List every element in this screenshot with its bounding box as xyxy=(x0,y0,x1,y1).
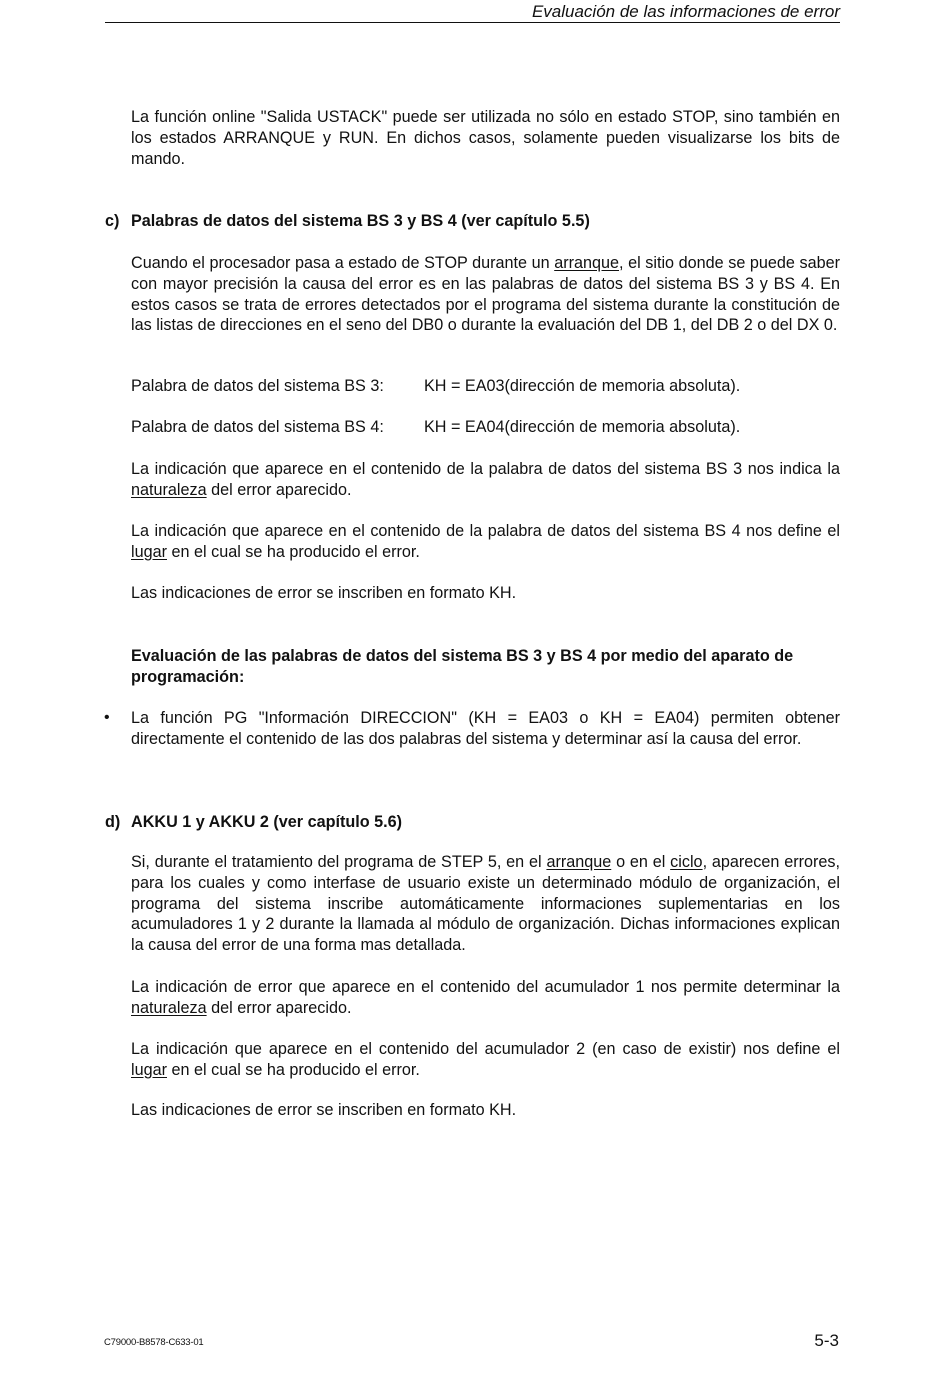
bs3-label: Palabra de datos del sistema BS 3: xyxy=(131,377,384,395)
section-c-paragraph-3 xyxy=(131,521,840,563)
bs3-definition-row xyxy=(131,376,740,397)
section-d-paragraph-2 xyxy=(131,977,840,1019)
bullet-text: La función PG "Información DIRECCION" (KH = EA03 o KH = EA04) permiten obtener directamente el contenido de las dos palabras del sistema y determinar así la causa del error. xyxy=(131,709,840,748)
text-run: Cuando el procesador pasa a estado de STOP durante un xyxy=(131,254,555,272)
text-run: del error aparecido. xyxy=(206,480,352,499)
bs4-definition-row xyxy=(131,417,740,438)
text-run: La indicación que aparece en el contenido de la palabra de datos del sistema BS 4 nos define el xyxy=(131,522,840,540)
text-run: o en el xyxy=(611,853,671,871)
section-d-paragraph-4: Las indicaciones de error se inscriben en formato KH. xyxy=(131,1101,517,1119)
bs4-value: KH = EA04(dirección de memoria absoluta). xyxy=(424,418,741,436)
underlined-term-lugar: lugar xyxy=(131,542,167,561)
text-run: La indicación de error que aparece en el contenido del acumulador 1 nos permite determinar la xyxy=(131,978,840,996)
page-number: 5-3 xyxy=(814,1331,839,1350)
text-run: , aparecen errores, para los cuales y como interfase de usuario existe un determinado módulo de organización, el programa del sistema inscribe automáticamente informaciones suplementarias en los acumuladores 1 y 2 durante la llamada al módulo de organización. Dichas informaciones explican la causa del error de una forma mas detallada. xyxy=(131,853,840,955)
bs3-value: KH = EA03(dirección de memoria absoluta). xyxy=(424,377,741,395)
header-divider xyxy=(105,22,840,23)
section-c-paragraph-2 xyxy=(131,459,840,501)
section-c-paragraph-4: Las indicaciones de error se inscriben en formato KH. xyxy=(131,584,517,602)
underlined-term-lugar: lugar xyxy=(131,1060,167,1079)
underlined-term-naturaleza: naturaleza xyxy=(131,998,207,1017)
section-d-heading xyxy=(105,812,402,833)
underlined-term-arranque: arranque xyxy=(546,853,612,871)
text-run: Si, durante el tratamiento del programa de STEP 5, en el xyxy=(131,853,547,871)
section-c-label: c) xyxy=(105,212,120,230)
intro-paragraph: La función online "Salida USTACK" puede ser utilizada no sólo en estado STOP, sino también en los estados ARRANQUE y RUN. En dichos casos, solamente pueden visualizarse los bits de mando. xyxy=(131,108,840,168)
running-header-title: Evaluación de las informaciones de error xyxy=(531,2,840,21)
text-run: La indicación que aparece en el contenido del acumulador 2 (en caso de existir) nos define el xyxy=(131,1040,840,1058)
section-d-paragraph-1 xyxy=(131,852,840,956)
section-c-heading xyxy=(105,211,590,232)
evaluation-subheading: Evaluación de las palabras de datos del sistema BS 3 y BS 4 por medio del aparato de programación: xyxy=(131,647,794,686)
text-run: del error aparecido. xyxy=(206,998,352,1017)
underlined-term-arranque: arranque xyxy=(554,254,620,272)
section-d-paragraph-3 xyxy=(131,1039,840,1081)
section-c-paragraph-1 xyxy=(131,253,840,336)
section-c-title: Palabras de datos del sistema BS 3 y BS 4 (ver capítulo 5.5) xyxy=(131,212,590,230)
bullet-marker: • xyxy=(104,709,110,726)
section-d-title: AKKU 1 y AKKU 2 (ver capítulo 5.6) xyxy=(131,813,403,831)
text-run: , el sitio donde se puede saber con mayor precisión la causa del error es en las palabras de datos del sistema BS 3 y BS 4. En estos casos se trata de errores detectados por el programa del sistema durante la constitución de las listas de direcciones en el seno del DB0 o durante la evaluación del DB 1, del DB 2 o del DX 0. xyxy=(131,254,840,335)
text-run: en el cual se ha producido el error. xyxy=(167,542,420,561)
underlined-term-naturaleza: naturaleza xyxy=(131,480,207,499)
text-run: en el cual se ha producido el error. xyxy=(167,1060,420,1079)
underlined-term-ciclo: ciclo xyxy=(670,853,703,871)
text-run: La indicación que aparece en el contenido de la palabra de datos del sistema BS 3 nos indica la xyxy=(131,460,840,478)
document-code: C79000-B8578-C633-01 xyxy=(104,1337,204,1348)
bs4-label: Palabra de datos del sistema BS 4: xyxy=(131,418,384,436)
section-d-label: d) xyxy=(105,813,121,831)
